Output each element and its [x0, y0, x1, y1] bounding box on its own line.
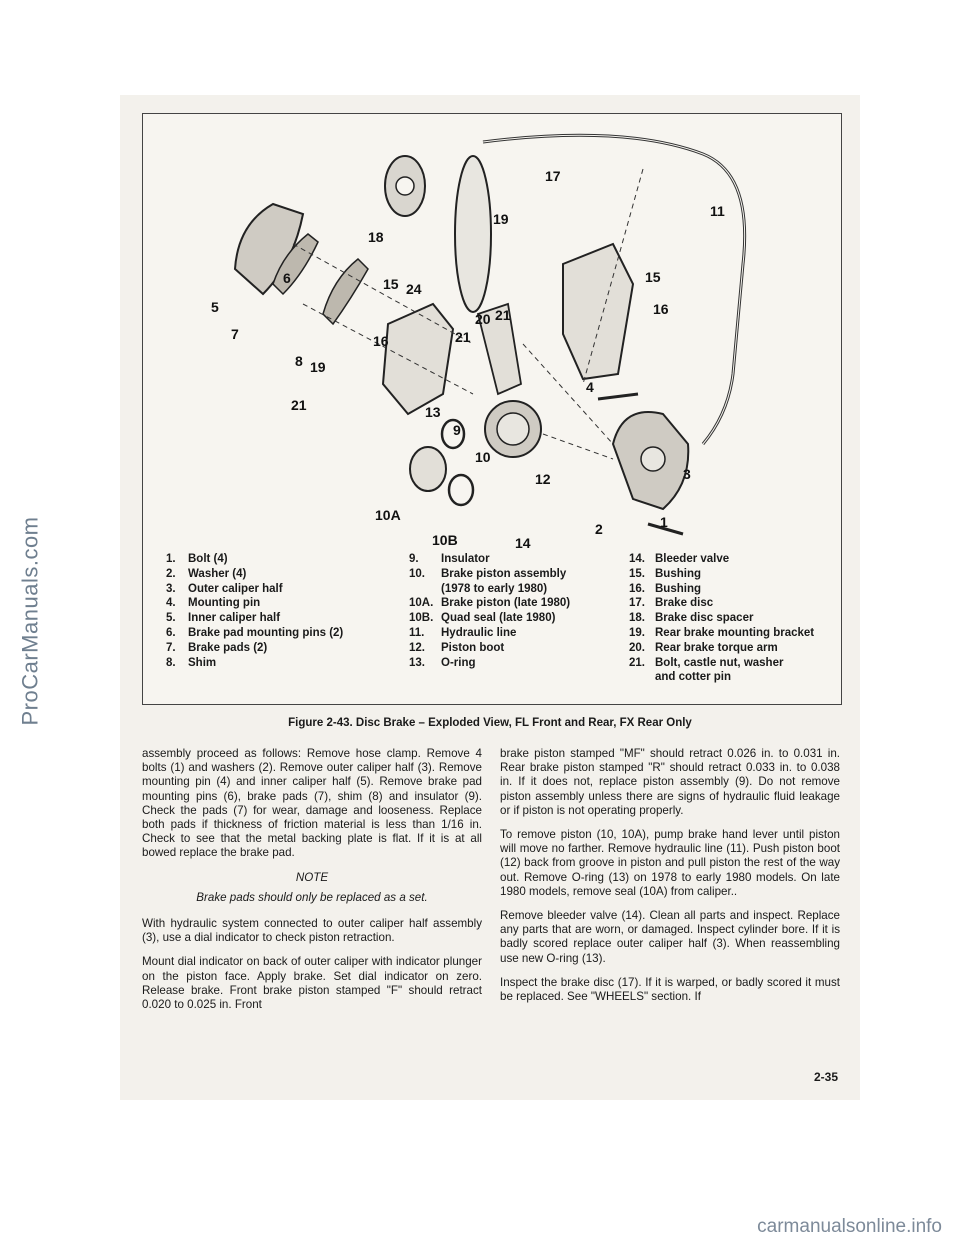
page-number: 2-35 — [813, 1070, 838, 1084]
legend-item: 5. Inner caliper half — [166, 612, 281, 625]
legend-item: 1. Bolt (4) — [166, 553, 228, 565]
callout: 20 — [475, 311, 491, 327]
legend-item: 14. Bleeder valve — [629, 553, 730, 565]
callout: 2 — [595, 521, 603, 537]
legend-item: 20. Rear brake torque arm — [629, 641, 778, 654]
callout: 21 — [495, 307, 511, 323]
paragraph: brake piston stamped "MF" should retract 0.026 in. to 0.031 in. Rear brake piston stamped "R" should retract 0.033 in. to 0.038 in. If it does not, replace piston assembly (9). Do not remove piston assembly unless there are signs of hydraulic fluid leakage or if piston is not operating properly. — [500, 747, 840, 817]
legend-item: 4. Mounting pin — [166, 597, 261, 610]
legend-item: 10A. Brake piston (late 1980) — [409, 597, 571, 610]
note-heading: NOTE — [295, 870, 329, 884]
callout: 13 — [425, 404, 441, 420]
paragraph: Remove bleeder valve (14). Clean all parts and inspect. Replace any parts that are worn, or damaged. Inspect cylinder bore. If it is badly scored replace outer caliper half (3). When reassembling use new O-ring (13). — [500, 909, 840, 965]
callout: 19 — [493, 211, 509, 227]
callout: 5 — [211, 299, 219, 315]
callout: 16 — [373, 333, 389, 349]
callout: 16 — [653, 301, 669, 317]
figure-caption: Figure 2-43. Disc Brake – Exploded View, FL Front and Rear, FX Rear Only — [288, 717, 692, 729]
legend-column-2 — [409, 552, 629, 670]
bottom-watermark: carmanualsonline.info — [757, 1216, 942, 1237]
right-text-column — [500, 747, 840, 1014]
callout: 10 — [475, 449, 491, 465]
legend-item: 17. Brake disc — [629, 597, 714, 610]
legend-item: and cotter pin — [655, 671, 732, 684]
callout: 21 — [291, 397, 307, 413]
legend-item: 10. Brake piston assembly — [409, 567, 567, 580]
legend-item: 13. O-ring — [409, 656, 476, 669]
legend-item: (1978 to early 1980) — [441, 582, 548, 595]
manual-page — [120, 95, 860, 1100]
brake-disc-drawing — [455, 156, 491, 312]
legend-item: 6. Brake pad mounting pins (2) — [166, 626, 344, 639]
legend-item: 12. Piston boot — [409, 641, 505, 654]
paragraph: assembly proceed as follows: Remove hose clamp. Remove 4 bolts (1) and washers (2). Remove outer caliper half (3). Remove mounting pin (4) and inner caliper half (5). Remove brake pad mounting pins (6), brake pads (7), shim (8) and insulator (9). Check the pads (7) for wear, damage and looseness. Replace both pads if thickness of friction material is less than 1/16 in. Check to see that the metal backing plate is flat. If it is at all bowed replace the brake pad. — [142, 747, 482, 860]
note-text: Brake pads should only be replaced as a set. — [196, 890, 428, 904]
callout: 6 — [283, 270, 291, 286]
callout: 24 — [406, 281, 422, 297]
paragraph: Inspect the brake disc (17). If it is warped, or badly scored it must be replaced. See "WHEELS" section. If — [500, 975, 840, 1004]
callout: 15 — [645, 269, 661, 285]
legend-item: 21. Bolt, castle nut, washer — [629, 656, 784, 669]
side-watermark-text: ProCarManuals.com — [17, 516, 43, 726]
mounting-pin-drawing — [598, 394, 638, 399]
callout: 11 — [710, 203, 725, 219]
paragraph: With hydraulic system connected to outer caliper half assembly (3), use a dial indicator to check piston retraction. — [142, 917, 482, 945]
legend-item: 2. Washer (4) — [166, 567, 247, 580]
callout: 21 — [455, 329, 471, 345]
legend-item: 18. Brake disc spacer — [629, 612, 754, 625]
legend-item: 16. Bushing — [629, 582, 701, 595]
callout: 8 — [295, 353, 303, 369]
figure-box — [142, 113, 842, 705]
callout: 15 — [383, 276, 399, 292]
callout: 10B — [432, 532, 458, 548]
callout: 1 — [660, 514, 668, 530]
quad-seal-drawing — [449, 475, 473, 505]
callout: 10A — [375, 507, 401, 523]
legend-column-1 — [166, 552, 386, 670]
paragraph: Mount dial indicator on back of outer caliper with indicator plunger on the piston face. Apply brake. Set dial indicator on zero. Release brake. Front brake piston stamped "F" should retract 0.020 to 0.025 in. Front — [142, 955, 482, 1012]
brake-piston-drawing — [410, 447, 446, 491]
legend-item: 8. Shim — [166, 656, 217, 669]
callout: 7 — [231, 326, 239, 342]
legend-item: 7. Brake pads (2) — [166, 641, 268, 654]
callout: 4 — [586, 379, 594, 395]
callout: 3 — [683, 466, 691, 482]
left-text-column — [142, 747, 482, 1022]
legend-item: 19. Rear brake mounting bracket — [629, 626, 815, 639]
callout: 19 — [310, 359, 326, 375]
figure-legend — [151, 552, 841, 702]
callout: 9 — [453, 422, 461, 438]
legend-column-3 — [629, 552, 839, 685]
rear-mounting-bracket-drawing — [383, 304, 453, 414]
legend-item: 9. Insulator — [409, 553, 490, 565]
callout: 18 — [368, 229, 384, 245]
paragraph: To remove piston (10, 10A), pump brake hand lever until piston will move no farther. Remove hydraulic line (11). Push piston boot (12) back from groove in piston and pull piston the rest of the way out. Remove O-ring (13) on 1978 to early 1980 models. On late 1980 models, remove seal (10A) from caliper.. — [500, 828, 840, 898]
side-watermark — [0, 0, 60, 1242]
callout: 12 — [535, 471, 551, 487]
callout: 17 — [545, 168, 561, 184]
legend-item: 10B. Quad seal (late 1980) — [409, 612, 556, 625]
legend-item: 15. Bushing — [629, 567, 701, 580]
legend-item: 3. Outer caliper half — [166, 582, 283, 595]
callout: 14 — [515, 535, 531, 551]
legend-item: 11. Hydraulic line — [409, 626, 517, 639]
